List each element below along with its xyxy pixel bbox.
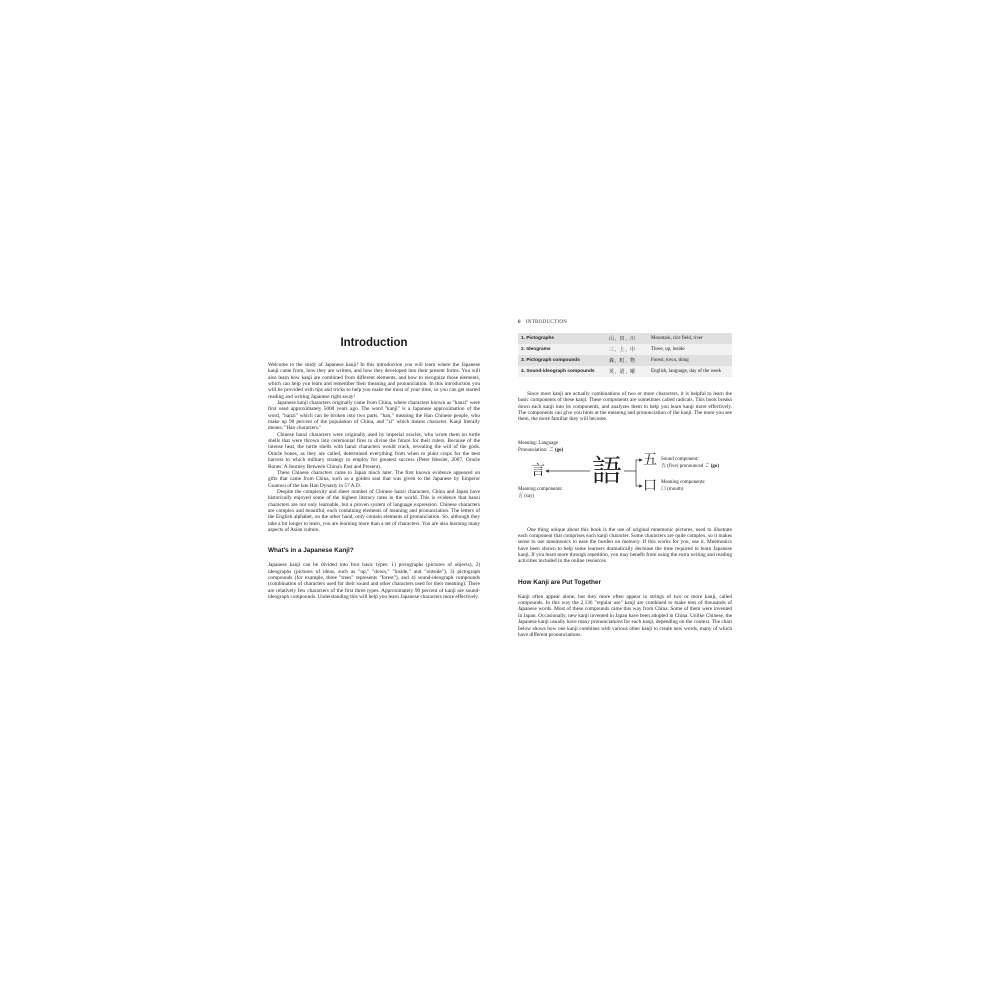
sound-component-detail: 五 (five) pronounced ご (go) [661,463,720,469]
meaning-label: Meaning: Language [518,440,559,446]
meaning-cell: Three, up, inside [648,344,732,355]
kanji-types-paragraph: Japanese kanji can be divided into four basic types: 1) pictographs (pictures of objects), 2) ideographs (pictures of ideas, such as "up," "down," "inside," and "outside"), 3) pictograph compounds (for example, three "trees" represents "forest"), and 4) sound-ideograph compounds (combination of characters used for their sound and other characters used for their meaning). There are relatively few characters of the first three types. Approximately 90 percent of kanji are sound-ideograph compounds. Understanding this will help you learn Japanese characters more effectively. [268,562,480,600]
compounds-paragraph: Kanji often appear alone, but they more often appear in strings of two or more kanji, called compounds. In this way the 2,136 "regular use" kanji are combined to make tens of thousands of Japanese words. Most of these compounds came this way from China. Some of them were invented in Japan. Occasionally, new kanji invented in Japan have been adopted in China. Unlike Chinese, the Japanese kanji usually have many pronunciations for each kanji, depending on the context. The chart below shows how one kanji combines with various other kanji to create new words, many of which have different pronunciations. [518,593,732,638]
kanji-breakdown-diagram [518,439,732,511]
meaning-cell: Mountain, rice field, river [648,333,732,344]
table-row [518,333,732,344]
intro-paragraph-1: Welcome to the study of Japanese kanji! In this introduction you will learn where the Japanese kanji came from, how they are written, and how they developed into their present forms. You will also learn how kanji are combined from different elements, and how to recognize those elements, which can help you learn and remember their meaning and pronunciation. In this introduction you will be provided with tips and tricks to help you make the most of your time, so you can get started reading and writing Japanese right away! [268,362,480,400]
intro-paragraph-4: These Chinese characters came to Japan much later. The first known evidence appeared on gifts that came from China, such as a golden seal that was given to the Japanese by Emperor Guanwu of the late Han Dynasty in 57 A.D. [268,469,480,489]
intro-paragraph-5: Despite the complexity and sheer number of Chinese hanzi characters, China and Japan have historically enjoyed some of the highest literacy rates in the world. This is evidence that hanzi characters are not only learnable, but a proven system of language expression. Chinese characters are complex and beautiful, each containing elements of meaning and pronunciation. The letters of the English alphabet, on the other hand, only contain elements of pronunciation. So, although they take a bit longer to learn, you are learning more than a set of characters. You are also learning many aspects of Asian culture. [268,488,480,533]
left-meaning-detail: 言 (say) [518,493,535,499]
kanji-types-table [518,333,732,377]
examples-cell: 山, 田, 川 [606,333,648,344]
sound-component-kanji: 五 [643,451,657,468]
table-row [518,344,732,355]
right-meaning-detail: 口 (mouth) [661,486,684,492]
chapter-title: Introduction [340,337,408,349]
meaning-cell: English, language, day of the week [648,366,732,377]
pronunciation-label: Pronunciation: ご (go) [518,447,564,453]
type-cell: 2. Ideograms [518,344,606,355]
intro-paragraph-2: Japanese kanji characters originally came from China, where characters known as "hanzi" were first used approximately 5000 years ago. The word "kanji" is a Japanese approximation of the word, "hanzi" which can be broken into two parts, "han," meaning the Han Chinese people, who make up 90 percent of the population of China, and "zi" which means character. Kanji literally means, "Han characters." [268,400,480,432]
intro-paragraph-3: Chinese hanzi characters were originally used by imperial oracles, who wrote them on turtle shells that were thrown into ceremonial fires to divine the future for their rulers. Because of the intense heat, the turtle shells with hanzi characters would crack, revealing the will of the gods. Oracle bones, as they are called, determined everything from when to plant crops for the best harvest to which military strategy to employ for greatest success (Peter Hessler, 2007, Oracle Bones: A Journey Between China's Past and Present). [268,431,480,470]
left-meaning-label: Meaning components: [518,486,563,492]
examples-cell: 森, 町, 物 [606,355,648,366]
left-page [268,334,480,600]
arrow-to-sound-component [624,460,642,471]
section-heading-how-kanji-put-together: How Kanji are Put Together [518,578,601,586]
left-component-kanji: 言 [531,462,545,479]
meaning-cell: Forest, town, thing [648,355,732,366]
meaning-component-kanji: 口 [643,477,657,494]
examples-cell: 三, 上, 中 [606,344,648,355]
examples-cell: 英, 語, 曜 [606,366,648,377]
mnemonics-paragraph: One thing unique about this book is the use of original mnemonic pictures, used to illustrate each component that comprises each kanji character. Some characters are quite complex, so it makes sense to use mnemonics to ease the burden on memory. If this works for you, use it. Mnemonics have been shown to help some learners dramatically decrease the time required to learn Japanese kanji. If you learn more through repetition, you may benefit from using the extra writing and reading activities included in the online resources. [518,526,732,565]
running-head-title: INTRODUCTION [525,320,568,325]
table-row [518,366,732,377]
type-cell: 1. Pictographs [518,333,606,344]
type-cell: 3. Pictograph compounds [518,355,606,366]
arrow-to-meaning-component [636,471,642,486]
sound-component-label: Sound component: [661,456,699,462]
right-page [518,320,732,638]
page-number: 6 [518,320,521,325]
right-meaning-label: Meaning components: [661,479,706,485]
components-paragraph: Since most kanji are actually combinations of two or more characters, it is helpful to learn the basic components of these kanji. These components are sometimes called radicals. This book breaks down each kanji into its components, and analyzes them to help you learn kanji more effectively. The components can give you hints at the meaning and pronunciation of the kanji. The more you see them, the more familiar they will become. [518,391,732,423]
main-kanji: 語 [592,453,622,489]
table-row [518,355,732,366]
section-heading-whats-in-kanji: What's in a Japanese Kanji? [268,547,354,555]
running-head [518,320,732,325]
type-cell: 4. Sound-ideograph compounds [518,366,606,377]
